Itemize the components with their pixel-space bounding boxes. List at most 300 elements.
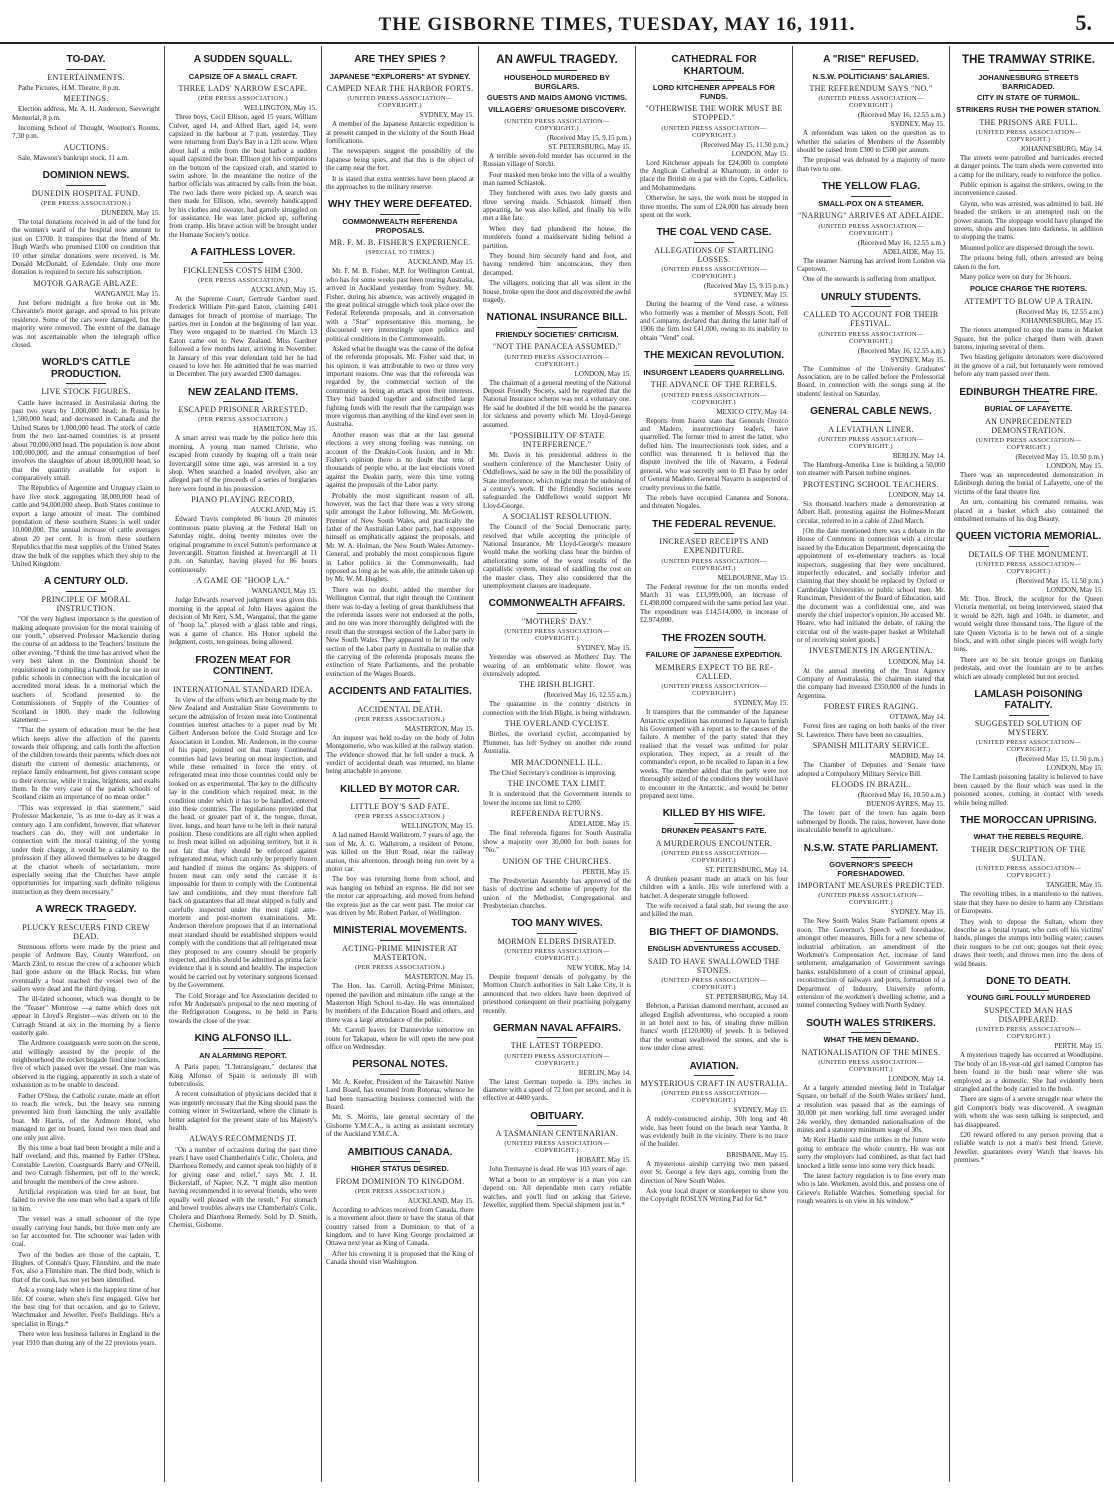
article-headline: WORLD'S CATTLE PRODUCTION. (41, 357, 131, 380)
article-body: A recent consultation of physicians decided that it was urgently necessary that the King should pass the coming winter in Switzerland, where the climate is better adapted for the present state of his Majesty's health. (169, 1090, 317, 1132)
article-body: The lower part of the town has again been submerged by floods. The rains, however, have done incalculable benefit to agriculture. (797, 809, 945, 835)
article-body: Otherwise, he says, the work must be stopped in three months. The sum of £24,000 has already been spent on the work. (640, 194, 788, 219)
article-body: Four masked men broke into the villa of a wealthy man named Schiastok. (483, 170, 631, 187)
article-dateline: (Received May 16, 12.55 a.m.) (857, 346, 945, 355)
article-kicker: THE PRISONS ARE FULL. (979, 117, 1078, 127)
article-body: The wife received a fatal stab, but swung the axe and killed the man. (640, 901, 788, 919)
article-body: It is stated that extra sentries have been placed at the approaches to the military reserve. (326, 174, 474, 192)
article (483, 312, 631, 590)
article-headline: ARE THEY SPIES ? (354, 54, 446, 65)
article-dateline: (Received May 16, 12.55 a.m.) (1015, 308, 1103, 317)
article (12, 54, 160, 162)
article-kicker: CAMPED NEAR THE HARBOR FORTS. (326, 84, 474, 94)
article (326, 925, 474, 1051)
article (797, 292, 945, 398)
headline-rule (380, 940, 420, 941)
article-headline: KILLED BY HIS WIFE. (662, 808, 766, 820)
article (640, 519, 788, 625)
headline-rule (380, 798, 420, 799)
article-byline: (UNITED PRESS ASSOCIATION—COPYRIGHT.) (661, 1090, 767, 1105)
headline-rule (851, 421, 891, 422)
article-dateline: SYDNEY, May 15. (733, 291, 788, 300)
column (8, 46, 165, 1482)
article-kicker: AN UNPRECEDENTED DEMONSTRATION. (985, 416, 1072, 435)
article-byline: (UNITED PRESS ASSOCIATION—COPYRIGHT.) (818, 892, 924, 907)
article-kicker: A SOCIALIST RESOLUTION. (502, 512, 612, 522)
headline-rule (1009, 70, 1049, 71)
article-dateline: MASTERTON, May 15. (404, 973, 474, 982)
article-body: Mounted police are dispersed through the town. (960, 243, 1094, 252)
article-dateline: SYDNEY, May 15. (890, 120, 945, 129)
article (640, 633, 788, 801)
article-kicker: ENTERTAINMENTS. (47, 72, 125, 82)
article-kicker: THREE LADS' NARROW ESCAPE. (178, 84, 308, 94)
article-body: Cattle have increased in Australasia during the past two years by 1,000,000 head; in Russia by 1,500,000 head; and decreased in Canada and the United States by 1,000,000 head. The stock of cattle from the two last-named countries is at present about 70,000,000 head. The population is now about 100,000,000, and the annual consumption of beef involves the slaughter of about 18,000,000 head, so that the quantity available for export is comparatively small. (12, 398, 160, 483)
article-body: The Chamber of Deputies and Senate have adopted a Compulsory Military Service Bill. (797, 761, 945, 778)
article-subhead: N.S.W. POLITICIANS' SALARIES. (812, 71, 930, 81)
article-kicker: A TASMANIAN CENTENARIAN. (495, 1129, 619, 1139)
headline-rule (223, 262, 263, 263)
headline-rule (537, 1037, 577, 1038)
article-body: A smart arrest was made by the police here this morning. A young man named Christie, who escaped from custody by leaping off a train near Invercargill some time ago, was arrested in a toy shop. When searched a loaded revolver, also an alleged part of the proceeds of a series of burglaries here were found in his possession. (169, 434, 317, 493)
article (640, 227, 788, 342)
article-byline: (UNITED PRESS ASSOCIATION—COPYRIGHT.) (504, 1052, 610, 1067)
article-byline: (PER PRESS ASSOCIATION.) (41, 200, 131, 208)
headline-rule (66, 185, 106, 186)
article-headline: N.S.W. STATE PARLIAMENT. (803, 842, 939, 854)
article-kicker: FICKLENESS COSTS HIM £300. (183, 265, 303, 275)
headline-rule (694, 647, 734, 648)
article-body: Incoming School of Thought, Wootton's Rooms, 7.30 p.m. (12, 124, 160, 141)
article-body: The Presbyterian Assembly has approved of the basis of doctrine and scheme of property for the union of the Methodist, Congregational and Presbyterian churches. (483, 876, 631, 910)
article-headline: THE FEDERAL REVENUE. (652, 518, 776, 530)
article-kicker: THE LATEST TORPEDO. (510, 1041, 604, 1051)
headline-rule (1009, 401, 1049, 402)
article-kicker: SPANISH MILITARY SERVICE. (812, 741, 930, 751)
article (326, 784, 474, 918)
headline-rule (223, 401, 263, 402)
article (483, 54, 631, 304)
article (954, 387, 1103, 524)
article-headline: KILLED BY MOTOR CAR. (340, 783, 460, 795)
article-kicker: CALLED TO ACCOUNT FOR THEIR FESTIVAL. (803, 310, 939, 329)
article (954, 531, 1103, 681)
masthead (0, 0, 1114, 44)
article-body: A Paris paper, "L'Intransigeant," declares that King Alfonso of Spain is seriously ill with tuberculosis. (169, 1063, 317, 1088)
article-dateline: SYDNEY, May 15. (733, 699, 788, 708)
article-body: A mysterious tragedy has occurred at Woodlupine. The body of an 18-year-old girl named Compton has been found in the bush near where she was employed as a domestic. She had evidently been strangled and the body carried to the bush. (954, 1051, 1103, 1093)
article-headline: KING ALFONSO ILL. (194, 1033, 292, 1045)
article-body: The Federal revenue for the ten months ended March 31 was £13,999,000, an increase of £1,498,000 compared with the same period last year. The expenditure was £14,514,000, in increase of £2,974,000. (640, 582, 788, 625)
article (640, 1061, 788, 1204)
article-kicker: "NARRUNG" ARRIVES AT ADELAIDE. (797, 211, 945, 221)
article (169, 1033, 317, 1229)
article-subhead: POLICE CHARGE THE RIOTERS. (969, 284, 1088, 294)
article-headline: A CENTURY OLD. (43, 576, 129, 588)
article-dateline: LONDON, May 15. (731, 149, 788, 158)
headline-rule (66, 383, 106, 384)
article-body: The Hamburg-Amerika Line is building a 50,000 ton steamer with Parson turbine engines. (797, 460, 945, 478)
article-kicker: MEMBERS EXPECT TO BE RE-CALLED. (655, 662, 773, 681)
article-subhead: JOHANNESBURG STREETS BARRICADED. (978, 73, 1079, 91)
article-dateline: AUCKLAND, May 15. (250, 285, 317, 294)
article-headline: A WRECK TRAGEDY. (35, 904, 137, 916)
article-byline: (PER PRESS ASSOCIATION.) (198, 416, 288, 424)
headline-rule (66, 69, 106, 70)
article-subhead: DRUNKEN PEASANT'S FATE. (661, 825, 767, 835)
headline-rule (537, 70, 577, 71)
article-headline: FROZEN MEAT FOR CONTINENT. (195, 654, 291, 678)
article-byline: (UNITED PRESS ASSOCIATION—COPYRIGHT.) (504, 353, 610, 368)
article-dateline: JOHANNESBURG, May 15. (1020, 317, 1103, 326)
article-body: By this time a boat had been brought a mile and a half overland, and this, manned by Father O'Shea, Constable Lawton, Coastguards Barry and O'Neill, and two Curragh fishermen, put off to the wreck, and brought the members of the crew ashore. (12, 1143, 160, 1186)
article-body: Edward Travis completed 86 hours 20 minutes continuous piano playing at the Federal Hall on Saturday night, doing twenty minutes over the original programme to excel Sutton's performance at Invercargill. Stratton finished at Invercargill at 11 p.m. on Saturday, having played for 86 hours continuously. (169, 515, 317, 574)
article-byline: (UNITED PRESS ASSOCIATION—COPYRIGHT.) (661, 849, 767, 864)
article-subhead: AN ALARMING REPORT. (199, 1050, 287, 1060)
article-body: The Council of the Social Democratic party, resolved that while accepting the principle of National Insurance, Mr Lloyd-George's measure would make the working class bear the burden of ameliorating some of the worst results of the capitalistic system, instead of saddling the cost on the master class. They also considered that the unemployment clauses are inadequate. (483, 523, 631, 591)
article-byline: (UNITED PRESS ASSOCIATION—COPYRIGHT.) (818, 435, 924, 450)
article-dateline: LONDON, May 15. (1046, 586, 1103, 595)
article-body: The newspapers suggest the possibility of the Japanese being spies, and that this is the object of the camp near the fort. (326, 147, 474, 173)
article-body: Father O'Shea, the Catholic curate, made an effort to reach the wreck, but the heavy sea running prevented him from launching the only available boat. Mr Harris, of the Ardmore Hotel, who managed to get on board, found two men dead and one only just alive. (12, 1091, 160, 1142)
article-subhead: STRIKERS RUSH THE POWER STATION. (956, 105, 1101, 115)
article-subhead: HIGHER STATUS DESIRED. (351, 1164, 449, 1174)
article-body: Pathe Pictures, H.M. Theatre, 8 p.m. (18, 83, 121, 92)
headline-rule (694, 941, 734, 942)
headline-rule (380, 1161, 420, 1162)
article (954, 689, 1103, 807)
headline-rule (694, 533, 734, 534)
article-body: The latest factory regulation is to fine every man who is late. Workmen, avoid this, and possess one of Grieve's Reliable Watches. Something special for rough wearers is on view in his window.* (797, 1171, 945, 1206)
article-subhead: VILLAGERS' GRUESOME DISCOVERY. (488, 105, 626, 115)
article-dateline: TANGIER, May 15. (1046, 881, 1103, 890)
article-headline: GERMAN NAVAL AFFAIRS. (493, 1022, 621, 1034)
article-dateline: AUCKLAND, May 15. (407, 258, 474, 267)
article-kicker: A GAME OF "HOOP LA." (196, 576, 290, 586)
headline-rule (223, 69, 263, 70)
article-kicker: LIVE STOCK FIGURES. (41, 387, 131, 397)
article-headline: MINISTERIAL MOVEMENTS. (333, 925, 467, 937)
article-kicker: THE IRISH BLIGHT. (518, 680, 596, 690)
headline-rule (851, 857, 891, 858)
article-headline: DONE TO DEATH. (986, 975, 1071, 987)
article-headline: AVIATION. (689, 1060, 739, 1072)
article-body: Sale, Mawson's bankrupt stock, 11 a.m. (18, 154, 129, 163)
article-dateline: MADRID, May 14. (889, 752, 945, 761)
article-body: Many police were on duty for 36 hours. (960, 272, 1072, 281)
article-kicker: THE REFERENDUM SAYS "NO." (809, 84, 933, 94)
article (169, 54, 317, 239)
article-body: A referendum was taken on the question as to whether the salaries of Members of the Assembly should be raised from £300 to £500 per annum. (797, 129, 945, 155)
article-body: Artificial respiration was tried for an hour, but failed to revive the one man who had a spark of life in him. (12, 1187, 160, 1213)
article (483, 1111, 631, 1210)
article-subhead: WHAT THE REBELS REQUIRE. (973, 832, 1084, 842)
article-dateline: SYDNEY, May 15. (890, 355, 945, 364)
article-dateline: MEXICO CITY, May 14. (716, 407, 788, 416)
article-headline: QUEEN VICTORIA MEMORIAL. (955, 531, 1102, 543)
article-body: The final referenda figures for South Australia show a majority over 30,000 for both issues for "No." (483, 829, 631, 855)
article (326, 686, 474, 776)
article-body: "On a number of occasions during the past three years I have used Chamberlain's Colic, Cholera, and Diarrhoea Remedy, and cannot speak too highly of it for giving ease and relief," says Mr. J. H. Bickerstaff, of Napier, N.Z. "I might also mention having recommended it to several friends, who were equally well pleased with the result." For stomach and bowel troubles always use Chamberlain's Colic, Cholera and Diarrhoea Remedy. Sold by D. Smith, Chemist, Gisborne. (169, 1145, 317, 1230)
headline-rule (1009, 546, 1049, 547)
article-subhead: FAILURE OF JAPANESE EXPEDITION. (645, 650, 783, 660)
article (954, 54, 1103, 281)
headline-rule (851, 69, 891, 70)
article (483, 918, 631, 1015)
article (169, 655, 317, 1025)
article-byline: (PER PRESS ASSOCIATION.) (355, 1187, 445, 1195)
headline-rule (537, 327, 577, 328)
headline-rule (380, 701, 420, 702)
article-dateline: JOHANNESBURG, May 14. (1020, 144, 1103, 153)
article-byline: (UNITED PRESS ASSOCIATION—COPYRIGHT.) (504, 628, 610, 643)
page-number: 5. (1075, 10, 1092, 35)
article-headline: OBITUARY. (530, 1110, 584, 1122)
headline-rule (694, 242, 734, 243)
article-byline: (UNITED PRESS ASSOCIATION—COPYRIGHT.) (975, 865, 1082, 880)
article-headline: LAMLASH POISONING FATALITY. (974, 688, 1083, 712)
article-byline: (PER PRESS ASSOCIATION.) (198, 95, 288, 103)
article-dateline: BRISBANE, May 15. (726, 1150, 788, 1159)
article-byline: (UNITED PRESS ASSOCIATION—COPYRIGHT.) (975, 128, 1082, 143)
article-body: The Ardmore coastguards were soon on the scene, and willingly assisted by the people of the neighbourhood the rocket brigade fired nine rockets, five of which passed over the vessel. One man was observed in the rigging, apparently in such a state of exhaustion as to be unable to descend. (12, 1039, 160, 1090)
article-dateline: (Received May 15, 11.50 p.m.) (700, 140, 788, 149)
article-kicker: ESCAPED PRISONER ARRESTED. (178, 405, 308, 415)
column (165, 46, 322, 1482)
column (636, 46, 793, 1482)
article-dateline: WELLINGTON, May 15. (244, 104, 317, 113)
article-dateline: (Received May 15, 11.50 p.m.) (1015, 755, 1103, 764)
article-kicker: "NOT THE PANACEA ASSUMED." (492, 342, 622, 352)
article-kicker: ACCIDENTAL DEATH. (357, 704, 443, 714)
article-subhead: CITY IN STATE OF TURMOIL. (977, 93, 1080, 103)
article-dateline: SYDNEY, May 15. (419, 111, 474, 120)
article-headline: THE YELLOW FLAG. (821, 181, 921, 193)
columns-container (8, 46, 1108, 1482)
article-byline: (PER PRESS ASSOCIATION.) (198, 276, 288, 284)
article-body: In view of the efforts which are being made by the New Zealand and Australian State Governments to secure the admission of frozen meat into Continental countries interest attaches to a paper read by Mr Gilbert Anderson before the Cold Storage and Ice Association in London. Mr. Anderson, in the course of his paper, pointed out that many Continental countries had laws bearing on meat inspection, and while these remained in force the entry of refrigerated meat into those countries could only be looked on as experimental. The key to the difficulty lay in the condition which required meat, in the condition under which it has to be handled, entered into these countries. The regulations provided that the head, or greater part of it, the tongue, throat, liver, lungs, and heart have to be left in their natural position. These conditions are all right when applied to fresh meat killed on adjoining territory, but it is not fair that they should be enforced against refrigerated meat, which can only be properly frozen and handled if minus the organs. As shippers of frozen meat can only send the carcase it is impossible for them to comply with the Continental law and conditions, and they must therefore fall back on guarantees that all meat shipped is fully and carefully inspected under the most rigid ante-mortem and post-mortem examinations. Mr. Anderson therefore proposes that if an international meat standard should be established shippers would comply with the conditions that all refrigerated meat they proposed to any country should be properly inspected, and this should be admitted as prima facie evidence that it is sound and healthy. The inspection would be carried out by veterinary surgeons licensed by the Government. (169, 695, 317, 990)
article (797, 406, 945, 834)
headline-rule (223, 681, 263, 682)
article-body: It transpires that the commander of the Japanese Antarctic expedition has returned to Japan to furnish his Government with a report as to the causes of the failure. A member of the party stated that they realised that the vessel was unfitted for polar exploration. They expect, as a result of the commander's report, to be recalled to Japan in a few weeks. The member added that the party were not thoroughly seized of the conditions they would have to encounter in the Antarctic, and would be better prepared next time. (640, 708, 788, 801)
article-subhead: INSURGENT LEADERS QUARRELLING. (643, 367, 785, 377)
article-body: According to advices received from Canada, there is a movement afoot there to have the status of that country raised from a Dominion to that of a kingdom, and to have King George proclaimed at Ottawa next year as King of Canada. (326, 1205, 474, 1248)
article-body: An urn, containing his cremated remains, was placed in a basket which also contained the embalmed remains of his dog Beauty. (954, 498, 1103, 523)
article-dateline: OTTAWA, May 14. (889, 713, 945, 722)
article-subhead: FRIENDLY SOCIETIES' CRITICISM. (495, 329, 619, 339)
article-dateline: SYDNEY, May 15. (890, 908, 945, 917)
headline-rule (851, 1032, 891, 1033)
column (950, 46, 1107, 1482)
article-body: "Of the very highest importance is the question of making adequate provision for the moral training of our youth," observed Professor Mackenzie during the course of an address to the Teachers' Institute the other evening. "I think the time has arrived when the very best talent in the Dominion should be requisitioned in compiling a handbook for use in our public schools in connection with the inculcation of accredited moral ideas. In a memorial which the teachers of Scotland presented to the Commissioners of Supply of the Counties of Scotland in 1800, they made the following statement:— (12, 615, 160, 724)
article (12, 357, 160, 568)
article-body: Another reason was that at the last general elections a very strong feeling was running, on account of the Deakin-Cook fusion, and in Mr. Fisher's opinion there is no doubt that tens of thousands of people who, at the last elections voted against the Deakin party, were this time voting against the proposals of the Labor party. (326, 430, 474, 490)
article-kicker: LITTLE BOY'S SAD FATE. (350, 802, 450, 812)
article-body: The Committee of the University Graduates' Association, are to be called before the Professorial Board, in connection with the songs sung at the students' festival on Saturday. (797, 364, 945, 398)
headline-rule (851, 196, 891, 197)
article-byline: (UNITED PRESS ASSOCIATION—COPYRIGHT.) (504, 117, 610, 132)
article-body: During the hearing of the Vend case, a witness who formerly was a member of Messrs Scott, Fell and Company, declared that during the latter half of 1906 the firm lost £41,000, owing to its inability to obtain "Vend" coal. (640, 300, 788, 342)
article-body: The total donations received in aid of the fund for the women's ward of the hospital now amount to just on £3700. It transpires that the friend of Mr. Hugh Ward's who promised £100 on condition that 10 other similar donations were received, is Mr. Donald McDonald, of Edendale. Only one more donation is required to secure his subscription. (12, 218, 160, 277)
article-byline: (UNITED PRESS ASSOCIATION—COPYRIGHT.) (661, 266, 767, 281)
article-kicker: THE INCOME TAX LIMIT. (507, 779, 607, 789)
headline-rule (1009, 715, 1049, 716)
article-body: The proposal was defeated by a majority of more than two to one. (797, 156, 945, 173)
article-kicker: "POSSIBILITY OF STATE INTERFERENCE." (509, 431, 605, 450)
article-subhead: YOUNG GIRL FOULLY MURDERED (966, 993, 1091, 1003)
article-body: An inquest was held to-day on the body of John Montgomerie, who was killed at the railway station. The evidence showed that he fell under a truck. A verdict of accidental death was returned, no blame being attachable to anyone. (326, 733, 474, 776)
article (483, 598, 631, 910)
article-dateline: AUCKLAND, May 15. (250, 506, 317, 515)
article-subhead: WHAT THE MEN DEMAND. (823, 1035, 919, 1045)
article-body: The Cold Storage and Ice Association decided to refer Mr Anderson's proposal to the next meeting of the Refrigeration Congress, to be held in Paris towards the close of the year. (169, 991, 317, 1025)
article (326, 1059, 474, 1138)
article-kicker: AUCTIONS. (63, 142, 109, 152)
article-byline: (PER PRESS ASSOCIATION.) (355, 813, 445, 821)
article-body: It is understood that the Government intends to lower the income tax limit to £200. (483, 790, 631, 807)
article-headline: TO-DAY. (66, 54, 106, 65)
article-kicker: PROTESTING SCHOOL TEACHERS. (803, 479, 939, 489)
article-body: Public opinion is against the strikers, owing to the inconvenience caused. (954, 181, 1103, 198)
article-headline: CATHEDRAL FOR KHARTOUM. (671, 54, 757, 77)
article-body: A rudely-constructed airship, 30ft long and 4ft wide, has been found on the beach near Yamba. It was evidently built in the vicinity. There is no trace of the builder. (640, 1115, 788, 1149)
article-byline: (UNITED PRESS ASSOCIATION—COPYRIGHT.) (661, 977, 767, 992)
article-byline: (UNITED PRESS ASSOCIATION—COPYRIGHT.) (975, 561, 1082, 576)
article-byline: (SPECIAL TO TIMES.) (365, 249, 435, 257)
article-byline: (UNITED PRESS ASSOCIATION—COPYRIGHT.) (661, 683, 767, 698)
article-dateline: LONDON, May 15. (1046, 462, 1103, 471)
headline-rule (537, 933, 577, 934)
article-body: The steamer Narrung has arrived from London via Capetown. (797, 256, 945, 273)
article-headline: DOMINION NEWS. (42, 170, 130, 182)
article-body: Mr. Thos. Brock, the sculptor for the Queen Victoria memorial, on being interviewed, stated that it would be 82ft. high and 104ft. in diameter, and would weight three thousand tons. The figure of the late Queen Victoria is to be hewn out of a single block, and with other single pieces will weigh forty tons. (954, 595, 1103, 654)
article-dateline: WELLINGTON, May 15. (401, 822, 474, 831)
article-dateline: (Received May 16, 12.55 a.m.) (857, 238, 945, 247)
article-body: They butchered with axes two lady guests and three serving maids. Schiastok himself then appearing, he was also killed, and finally his wife met a like fate. (483, 189, 631, 223)
headline-rule (851, 306, 891, 307)
article-body: After his crowning it is proposed that the King of Canada should visit Washington. (326, 1249, 474, 1267)
article-body: "That the system of education must be the best which keeps alive the affection of the parents towards their offspring, and calls forth the affection of the children towards their parents, which does not disturb the current of domestic attachments, or replace family endearment, but gives constant scope to their exercise, while it trains, brightens, and exalts them. In the very case of the parish schools of Scotland claim an importance of no mean order." (12, 726, 160, 802)
article-body: Mr. S. Morris, late general secretary of the Gisborne Y.M.C.A., is acting as assistant secretary of the Auckland Y.M.C.A. (326, 1113, 474, 1139)
article-dateline: LONDON, May 15. (574, 369, 631, 378)
article-dateline: LONDON, May 14. (888, 657, 945, 666)
article-body: At the annual meeting of the Trust Agency Company of Australasia, the chairman stated that the company had invested £350,000 of the funds in Argentina. (797, 666, 945, 700)
article-body: The revolting tribes, in a manifesto to the natives, state that they have no desire to harm any Christians or Europeans. (954, 890, 1103, 916)
article-headline: EDINBURGH THEATRE FIRE. (959, 386, 1098, 398)
article-body: At the Supreme Court, Gertrude Gardner sued Frederick William Pitt-gard Eaton, claiming £401 damages for breach of promise of marriage. The parties met in London at the beginning of last year. They were engaged to be married. On March 13 Eaton came out to New Zealand. Miss Gardner followed a few months later, arriving in November. In January of this year defendant told her he had ceased to love her. He admitted that he was married in December. The jury awarded £300 damages. (169, 294, 317, 379)
article-body: Election address, Mr. A. H. Anderson, Sievwright Memorial, 8 p.m. (12, 105, 160, 122)
article-body: Glynn, who was arrested, was admitted to bail. He headed the strikers in an attempted rush on the power station. The stoppage would have plunged the streets, shops and houses into darkness, in addition to stopping the trams. (954, 199, 1103, 242)
article-body: Ask a young lady when is the happiest time of her life. Of course, when she's first engaged. Give her the best ring for that occasion, and go to Grieve, Watchmaker and Jeweller, Peel's Buildings. He's a specialist in Rings.* (12, 1286, 160, 1328)
article-body: [On the date mentioned there was a debate in the House of Commons in connection with a circular issued by the Education Department, deprecating the appointment of ex-elementary teachers as local inspectors, suggesting that they were uncultured, imperfectly educated, and socially inferior and claiming that they should be replaced by Oxford or Cambridge Universities or public school men. Mr. Runciman, President of the Board of Education, said the document was a confidential one, and was merely the chief inspector's opinion. He accused Mr. Hoare, who had initiated the debate, of raking the circular out of the waste-paper basket at Whitehall or of receiving stolen goods.] (797, 527, 945, 645)
headline-rule (380, 69, 420, 70)
article-kicker: IMPORTANT MEASURES PREDICTED. (797, 881, 945, 891)
article-kicker: THEIR DESCRIPTION OF THE SULTAN. (971, 845, 1086, 864)
article-subhead: BURIAL OF LAFAYETTE. (984, 404, 1073, 414)
article (954, 815, 1103, 968)
article-body: The Chief Secretary's condition is improving. (489, 768, 617, 777)
headline-rule (537, 613, 577, 614)
headline-rule (1009, 990, 1049, 991)
article (797, 181, 945, 283)
article-byline: (UNITED PRESS ASSOCIATION—COPYRIGHT.) (661, 391, 767, 406)
article-dateline: (Received May 16, 12.55 a.m.) (543, 691, 631, 700)
column (479, 46, 636, 1482)
article-byline: (UNITED PRESS ASSOCIATION—COPYRIGHT.) (975, 1026, 1082, 1041)
headline-rule (380, 1074, 420, 1075)
article (797, 54, 945, 173)
article-headline: AN AWFUL TRAGEDY. (496, 54, 618, 66)
article-kicker: PIANO PLAYING RECORD. (191, 495, 295, 505)
article-dateline: ST. PETERSBURG, May 15. (548, 142, 631, 151)
article-dateline: WANGANUI, May 15. (94, 290, 160, 299)
article-body: They bound him securely hand and foot, and having rendered him unconscious, they then decamped. (483, 252, 631, 277)
article-body: A terrible seven-fold murder has occurred in the Russian village of Sorchi. (483, 151, 631, 169)
article-byline: (UNITED PRESS ASSOCIATION—COPYRIGHT.) (975, 739, 1082, 754)
article (326, 1147, 474, 1267)
article-dateline: ST. PETERSBURG, May 14. (705, 993, 788, 1002)
headline-rule (380, 214, 420, 215)
article-kicker: ACTING-PRIME MINISTER AT MASTERTON. (342, 943, 458, 963)
article-subhead: GUESTS AND MAIDS AMONG VICTIMS. (486, 93, 628, 103)
article-dateline: LONDON, May 14. (888, 490, 945, 499)
article-body: A mysterious airship carrying two men passed over St. George a few days ago, coming from the direction of New South Wales. (640, 1159, 788, 1185)
headline-rule (66, 919, 106, 920)
article-body: Ask your local draper or storekeeper to show you the Copyright ROSLYN Writing Pad for 6d.* (640, 1186, 788, 1204)
article-body: The ill-fated schooner, which was thought to be the "Teaser" Montrose —a name which does not appear in Lloyd's Register—was driven on to the Curragh Strand at six in the morning by a fierce easterly gale. (12, 995, 160, 1037)
article-kicker: SUSPECTED MAN HAS DISAPPEARED. (984, 1006, 1073, 1025)
article-kicker: "MOTHERS' DAY." (521, 616, 593, 626)
article-body: There are to be six bronze groups on flanking pedestals, and over the fountain are to be arches which are already completed but not erected. (954, 655, 1103, 681)
article-headline: TOO MANY WIVES. (511, 918, 603, 930)
article (12, 576, 160, 896)
article-body: Just before midnight a fire broke out in Mr. Chavanne's motor garage, and spread to his private residence. Some of the cars were damaged, but the majority were removed. The extent of the damage was not ascertainable when the telegraph office closed. (12, 299, 160, 349)
article-body: Mr Keir Hardie said the strikes in the future were going to embrace the whole country. He was not sorry the employers had combined, as that fact had knocked a little sense into some very thick heads. (797, 1136, 945, 1170)
article-body: The New South Wales State Parliament opens at noon. The Governor's Speech will foreshadow, amongst other measures, Bills for a new scheme of industrial arbitration, an amendment of the Workmen's Compensation Act, increase of land settlement, amalgamation of Government savings banks, establishment of a court of criminal appeal, reconstruction of railways and ports, formation of a Department of Industry, University reform, extension of the workmen's dwelling scheme, and a tunnel connecting Sydney with North Sydney. (797, 917, 945, 1010)
article-dateline: AUCKLAND, May 15. (407, 1196, 474, 1205)
article-byline: (UNITED PRESS ASSOCIATION—COPYRIGHT.) (818, 1059, 924, 1074)
article-byline: (UNITED PRESS ASSOCIATION—COPYRIGHT.) (661, 124, 767, 139)
article-dateline: ADELAIDE, May 15. (568, 820, 631, 829)
article-byline: (UNITED PRESS ASSOCIATION—COPYRIGHT.) (975, 437, 1082, 452)
article-body: Yesterday was observed as Mothers' Day. The wearing of an emblematic white flower was extensively adopted. (483, 653, 631, 678)
article (326, 199, 474, 678)
article-kicker: ALLEGATIONS OF STARTLING LOSSES. (654, 245, 774, 265)
article-body: Strenuous efforts were made by the priest and people of Ardmore Bay, County Waterford, on March 23rd, to rescue the crew of a schooner which had gone ashore on the Black Rocks, but when eventually a boat reached the vessel two of the sailors were dead and the third dying. (12, 943, 160, 993)
article (169, 247, 317, 379)
article-body: The rebels have occupied Cananea and Sonora, and threaten Nogales. (640, 494, 788, 511)
article-dateline: PERTH, May 15. (582, 867, 631, 876)
article-body: A drunken peasant made an attack on his four children with a knife. His wife interfered with a hatchet. A desperate struggle followed. (640, 874, 788, 900)
article-kicker: PRINCIPLE OF MORAL INSTRUCTION. (41, 594, 131, 614)
article-kicker: MYSTERIOUS CRAFT IN AUSTRALIA. (640, 1079, 788, 1089)
article-dateline: HAMILTON, May 15. (253, 425, 317, 434)
article-kicker: MR MACDONNELL ILL. (511, 757, 603, 767)
article-headline: THE TRAMWAY STRIKE. (962, 54, 1095, 66)
article-body: The Lamlash poisoning fatality is believed to have been caused by the flour which was used in the poisoned scones, coming in contact with weeds while being milled. (954, 773, 1103, 807)
headline-rule (694, 1075, 734, 1076)
column (793, 46, 950, 1482)
article-headline: A SUDDEN SQUALL. (193, 54, 293, 65)
article-body: One of the stewards is suffering from smallpox. (803, 275, 937, 284)
article-kicker: THE ADVANCE OF THE REBELS. (650, 380, 778, 390)
article-kicker: MOTOR GARAGE ABLAZE. (33, 278, 139, 288)
article-body: Lord Kitchener appeals for £24,000 to complete the Anglican Cathedral at Khartoum, in order to place the British on a par with the Copts, Catholics, and Mohammedans. (640, 158, 788, 192)
column (322, 46, 479, 1482)
article-dateline: (Received May 16, 12.55 a.m.) (857, 111, 945, 120)
article-kicker: ALWAYS RECOMMENDS IT. (189, 1134, 297, 1144)
article-dateline: SYDNEY, May 15. (733, 1106, 788, 1115)
